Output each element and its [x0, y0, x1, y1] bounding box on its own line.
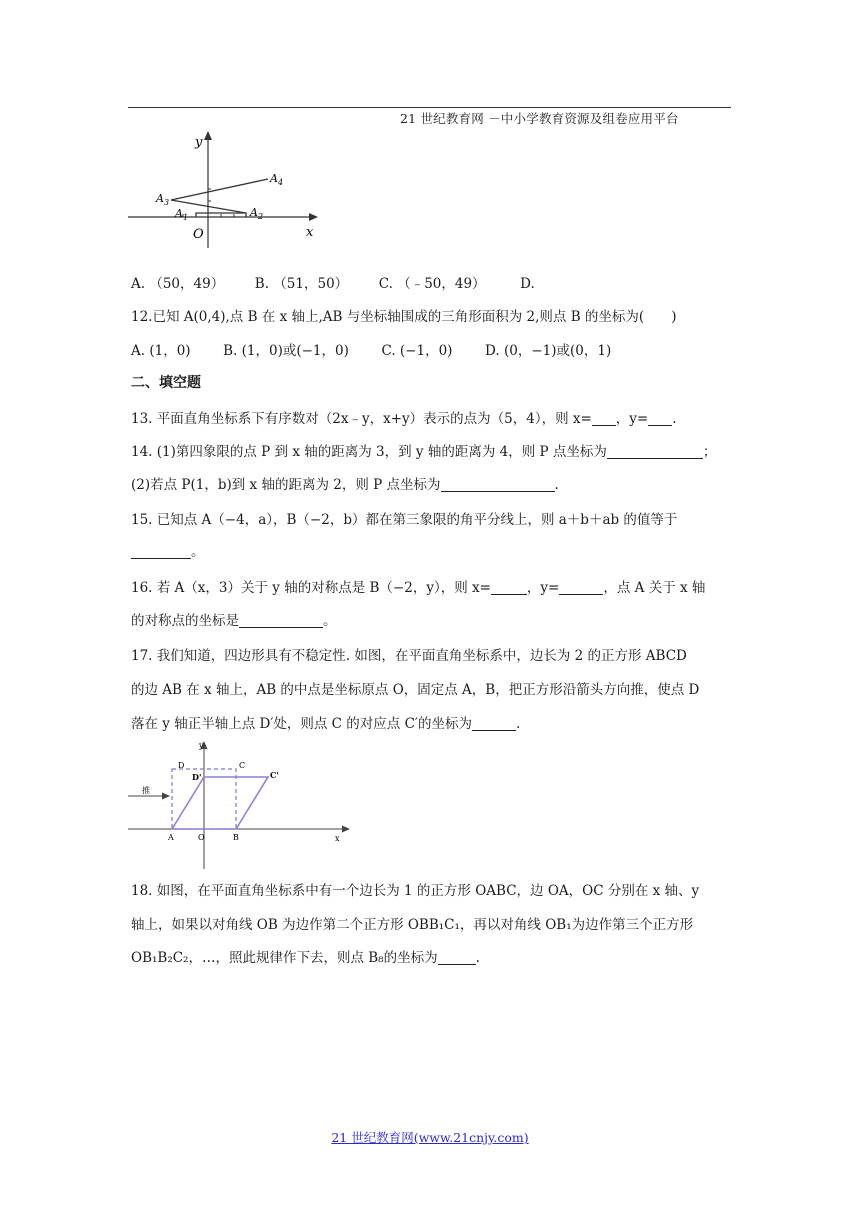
point-a-label: A [168, 833, 174, 842]
q14-blank-1[interactable] [607, 444, 703, 459]
figure-zigzag-points [128, 128, 328, 250]
y-label: y [195, 135, 203, 150]
q18-blank[interactable] [438, 950, 476, 965]
q11-option-c: C. （﹣50，49） [378, 276, 486, 292]
q16-line1: 16. 若 A（x，3）关于 y 轴的对称点是 B（−2，y），则 x= ，y= ，点 A 关于 x 轴 [131, 580, 706, 596]
point-c-prime-label: C' [270, 770, 279, 780]
q11-option-b: B. （51，50） [254, 276, 349, 292]
origin-label: O [193, 227, 204, 242]
q16-blank-x[interactable] [491, 580, 527, 595]
q14-line1: 14. (1)第四象限的点 P 到 x 轴的距离为 3，到 y 轴的距离为 4，则 P 点坐标为 ； [131, 444, 717, 460]
q15-line2: 。 [131, 540, 205, 560]
q12-option-b: B. (1，0)或(−1，0) [223, 343, 349, 359]
q17-line2: 的边 AB 在 x 轴上，AB 的中点是坐标原点 O，固定点 A，B，把正方形沿箭头方向推，使点 D [131, 682, 700, 698]
q12-stem: 12.已知 A(0,4),点 B 在 x 轴上,AB 与坐标轴围成的三角形面积为 2,则点 B 的坐标为( ) [131, 309, 677, 325]
point-a4-label: $A_4$ [270, 172, 284, 187]
x-axis-arrow [309, 213, 318, 221]
push-arrow-head [162, 793, 170, 800]
q11-options [131, 272, 535, 292]
q13-blank-x[interactable] [592, 411, 616, 426]
q12-option-c: C. (−1，0) [381, 343, 453, 359]
footer [0, 1128, 860, 1146]
x-axis-arrow [342, 826, 350, 833]
q18-line2: 轴上，如果以对角线 OB 为边作第二个正方形 OBB₁C₁，再以对角线 OB₁为边作第三个正方形 [131, 917, 694, 933]
q16-line2: 的对称点的坐标是 。 [131, 613, 337, 629]
q16-blank-y[interactable] [559, 580, 603, 595]
q12-option-d: D. (0，−1)或(0，1) [485, 343, 612, 359]
q17-blank[interactable] [472, 716, 516, 731]
figure-square-push [128, 737, 358, 872]
header-text: 21 世纪教育网 －中小学教育资源及组卷应用平台 [400, 111, 679, 126]
point-b-label: B [233, 833, 239, 842]
push-label: 推 [142, 786, 150, 795]
point-d-prime-label: D' [192, 772, 202, 782]
q13-blank-y[interactable] [648, 411, 672, 426]
q18-line3: OB₁B₂C₂，…，照此规律作下去，则点 B₈的坐标为 . [131, 950, 480, 966]
section-title: 二、填空题 [131, 375, 201, 391]
q15-blank[interactable] [131, 544, 191, 559]
q14-line2: (2)若点 P(1，b)到 x 轴的距离为 2，则 P 点坐标为 . [131, 477, 559, 493]
q12-option-a: A. (1，0) [131, 343, 191, 359]
point-a3-label: $A_3$ [156, 192, 170, 207]
q13: 13. 平面直角坐标系下有序数对（2x﹣y，x+y）表示的点为（5，4），则 x= ，y= . [131, 411, 677, 427]
pushed-parallelogram [172, 777, 268, 829]
q17-line3: 落在 y 轴正半轴上点 D′处，则点 C 的对应点 C′的坐标为 . [131, 716, 521, 732]
point-a1-label: $A_1$ [175, 207, 189, 222]
q11-option-a: A. （50，49） [131, 276, 225, 292]
q17-line1: 17. 我们知道，四边形具有不稳定性. 如图，在平面直角坐标系中，边长为 2 的正方形 ABCD [131, 648, 687, 664]
x-label: x [335, 834, 340, 843]
origin-label: O [198, 833, 205, 842]
q11-option-d: D. [520, 276, 535, 292]
q15-line1: 15. 已知点 A（−4，a），B（−2，b）都在第三象限的角平分线上，则 a＋b＋ab 的值等于 [131, 512, 678, 528]
point-d-label: D [178, 761, 185, 770]
footer-link[interactable]: 21 世纪教育网(www.21cnjy.com) [331, 1130, 529, 1145]
q16-blank-point[interactable] [239, 613, 323, 628]
y-axis-arrow [204, 131, 212, 140]
point-c-label: C [239, 761, 246, 770]
x-label: x [306, 225, 314, 240]
q18-line1: 18. 如图，在平面直角坐标系中有一个边长为 1 的正方形 OABC，边 OA，OC 分别在 x 轴、y [131, 883, 700, 899]
q12-options [131, 339, 611, 359]
q14-blank-2[interactable] [441, 477, 555, 492]
point-a2-label: $A_2$ [250, 206, 264, 221]
y-label: y [199, 741, 204, 750]
header-rule [128, 107, 731, 108]
